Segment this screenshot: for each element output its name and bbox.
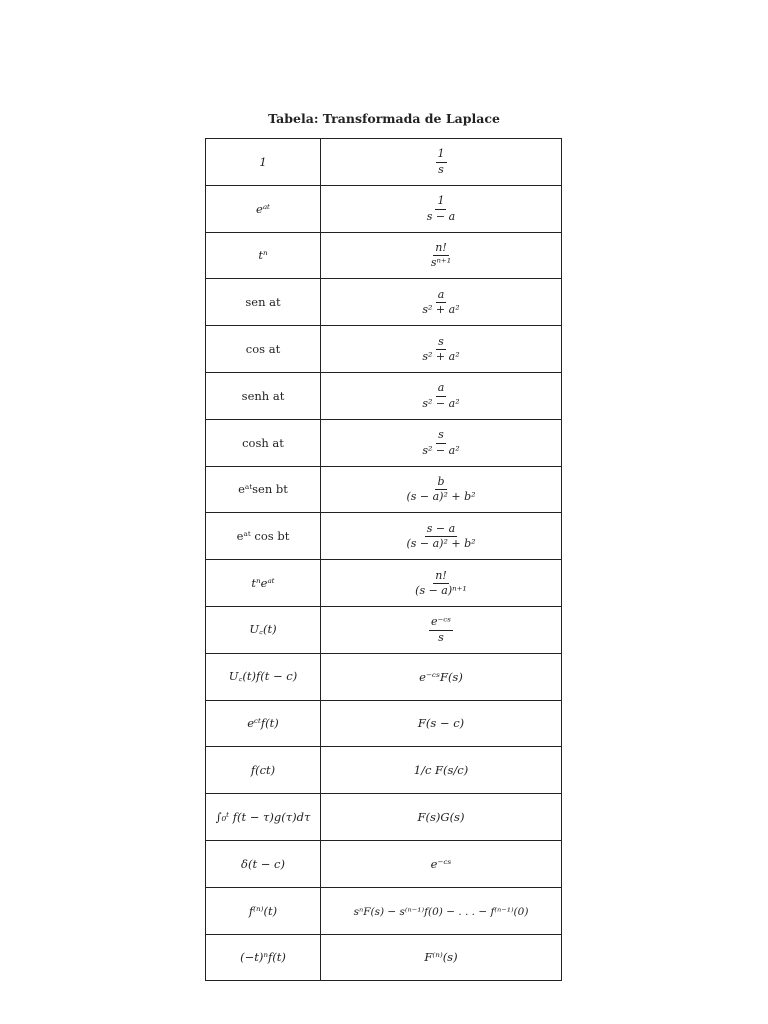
laplace-table [205, 138, 562, 981]
page-title: Tabela: Transformada de Laplace [268, 111, 500, 126]
transform-cell [321, 794, 562, 841]
transform-cell [321, 887, 562, 934]
denominator: s² − a² [422, 396, 460, 410]
function-expr: tⁿ [258, 248, 268, 263]
transform-fraction [404, 523, 477, 550]
table-row [206, 185, 562, 232]
function-cell [206, 606, 321, 653]
denominator: (s − a)ⁿ⁺¹ [415, 584, 467, 598]
denominator: s² + a² [422, 350, 460, 364]
table-row [206, 372, 562, 419]
table-row [206, 419, 562, 466]
transform-fraction [425, 195, 457, 222]
numerator: s [436, 336, 446, 351]
function-expr: cosh at [242, 435, 284, 450]
function-cell [206, 560, 321, 607]
function-cell [206, 139, 321, 186]
numerator: 1 [436, 148, 447, 163]
function-cell [206, 372, 321, 419]
function-cell [206, 326, 321, 373]
numerator: n! [433, 570, 449, 585]
transform-cell [321, 139, 562, 186]
transform-cell [321, 232, 562, 279]
table-row [206, 653, 562, 700]
denominator: s − a [426, 209, 456, 223]
table-row [206, 794, 562, 841]
function-cell [206, 700, 321, 747]
transform-cell [321, 606, 562, 653]
function-expr: U꜀(t)f(t − c) [228, 669, 298, 684]
denominator: sⁿ⁺¹ [430, 256, 452, 270]
table-row [206, 700, 562, 747]
table-row [206, 840, 562, 887]
table-row [206, 513, 562, 560]
transform-cell [321, 934, 562, 981]
numerator: s [436, 429, 446, 444]
transform-fraction [429, 616, 453, 643]
function-expr: δ(t − c) [241, 856, 285, 871]
transform-fraction [420, 289, 461, 316]
function-cell [206, 840, 321, 887]
table-row [206, 232, 562, 279]
function-expr: tⁿeᵃᵗ [251, 576, 275, 591]
denominator: s [438, 630, 444, 644]
transform-cell [321, 279, 562, 326]
function-cell [206, 232, 321, 279]
table-row [206, 279, 562, 326]
transform-cell [321, 840, 562, 887]
transform-expr: e⁻ᶜˢ [430, 856, 452, 871]
numerator: n! [433, 242, 449, 257]
function-cell [206, 794, 321, 841]
transform-fraction [420, 429, 461, 456]
function-expr: sen at [245, 295, 281, 310]
transform-fraction [420, 382, 461, 409]
function-cell [206, 513, 321, 560]
function-expr: (−t)ⁿf(t) [240, 950, 286, 965]
function-expr: eᵃᵗsen bt [238, 482, 288, 497]
transform-fraction [436, 148, 447, 175]
transform-cell [321, 653, 562, 700]
function-cell [206, 653, 321, 700]
function-expr: f⁽ⁿ⁾(t) [248, 903, 278, 918]
transform-cell [321, 560, 562, 607]
transform-fraction [420, 336, 461, 363]
denominator: (s − a)² + b² [406, 537, 476, 551]
table-row [206, 747, 562, 794]
numerator: s − a [425, 523, 457, 538]
function-cell [206, 466, 321, 513]
function-expr: 1 [259, 154, 267, 169]
transform-cell [321, 466, 562, 513]
transform-cell [321, 185, 562, 232]
denominator: (s − a)² + b² [406, 490, 476, 504]
transform-expr: F(s)G(s) [417, 810, 465, 825]
transform-cell [321, 513, 562, 560]
transform-cell [321, 372, 562, 419]
transform-expr: 1/c F(s/c) [413, 763, 469, 778]
denominator: s² − a² [422, 443, 460, 457]
function-cell [206, 279, 321, 326]
function-cell [206, 747, 321, 794]
transform-fraction [413, 570, 469, 597]
function-cell [206, 934, 321, 981]
denominator: s [438, 162, 444, 176]
transform-expr: sⁿF(s) − s⁽ⁿ⁻¹⁾f(0) − . . . − f⁽ⁿ⁻¹⁾(0) [353, 905, 529, 918]
table-row [206, 934, 562, 981]
function-expr: eᵃᵗ cos bt [236, 529, 290, 544]
numerator: b [435, 476, 446, 491]
table-row [206, 606, 562, 653]
table-row [206, 326, 562, 373]
function-expr: eᵃᵗ [256, 201, 270, 216]
transform-expr: e⁻ᶜˢF(s) [419, 669, 463, 684]
transform-cell [321, 700, 562, 747]
transform-cell [321, 419, 562, 466]
function-expr: ∫₀ᵗ f(t − τ)g(τ)dτ [215, 810, 311, 825]
numerator: 1 [435, 195, 446, 210]
transform-expr: F⁽ⁿ⁾(s) [424, 950, 458, 965]
table-row [206, 887, 562, 934]
numerator: e⁻ᶜˢ [429, 616, 453, 631]
numerator: a [436, 289, 447, 304]
transform-fraction [404, 476, 477, 503]
denominator: s² + a² [422, 303, 460, 317]
function-expr: cos at [245, 342, 281, 357]
transform-expr: F(s − c) [417, 716, 465, 731]
transform-fraction [429, 242, 453, 269]
table-row [206, 560, 562, 607]
function-expr: eᶜᵗf(t) [247, 716, 279, 731]
function-expr: f(ct) [250, 763, 276, 778]
function-cell [206, 887, 321, 934]
function-expr: U꜀(t) [249, 622, 277, 637]
transform-cell [321, 326, 562, 373]
transform-cell [321, 747, 562, 794]
numerator: a [436, 382, 447, 397]
function-cell [206, 185, 321, 232]
table-row [206, 139, 562, 186]
function-cell [206, 419, 321, 466]
function-expr: senh at [241, 388, 285, 403]
table-row [206, 466, 562, 513]
